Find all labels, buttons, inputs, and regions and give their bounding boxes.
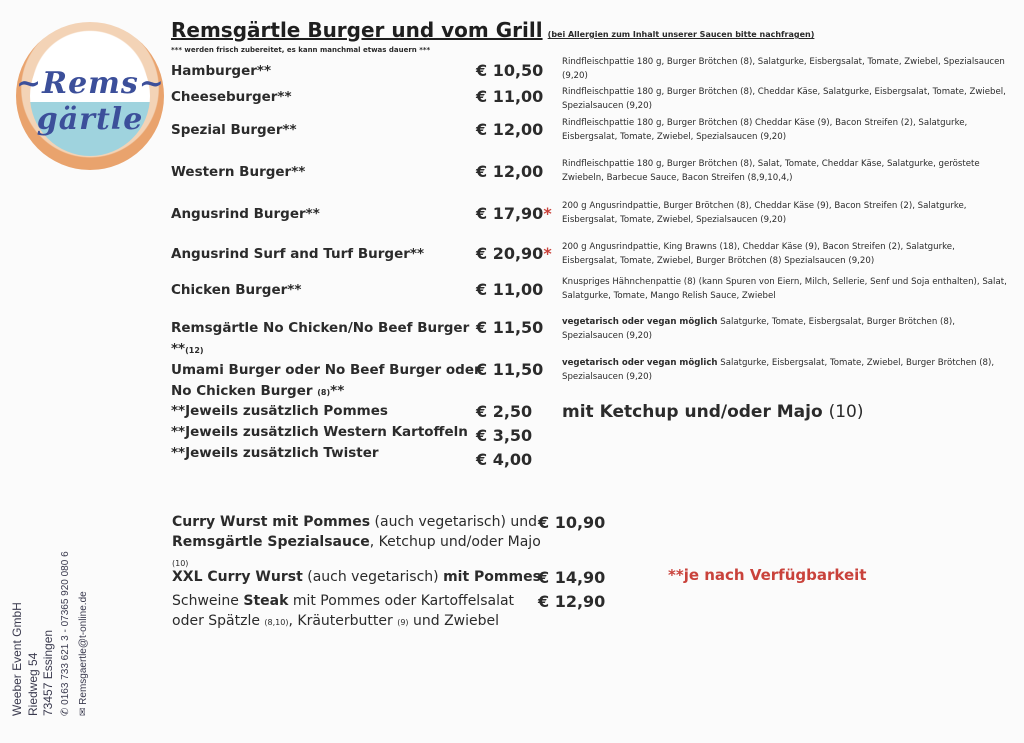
burger-description: Rindfleischpattie 180 g, Burger Brötchen (8) Cheddar Käse (9), Bacon Streifen (2), Salatgurke, Eisbergsalat, Tomate, Zwiebel, Spezialsaucen (9,20) [562,118,968,142]
logo-line1: ~Rems~ [16,66,165,101]
grill-price: € 12,90 [538,592,606,611]
burger-description: 200 g Angusrindpattie, Burger Brötchen (8), Cheddar Käse (9), Bacon Streifen (2), Salatgurke, Eisbergsalat, Tomate, Zwiebel, Spezialsaucen (9,20) [562,201,967,225]
burger-price: € 12,00 [476,162,544,181]
street: Riedweg 54 [26,652,40,716]
menu-title-row [171,18,814,42]
burger-name-line1: Umami Burger oder No Beef Burger oder [171,362,481,378]
burger-description: Rindfleischpattie 180 g, Burger Brötchen (8), Cheddar Käse, Salatgurke, Eisbergsalat, Tomate, Zwiebel, Spezialsaucen (9,20) [562,87,1006,111]
burger-description: Rindfleischpattie 180 g, Burger Brötchen (8), Salat, Tomate, Cheddar Käse, Salatgurke, geröstete Zwiebeln, Barbecue Sauce, Bacon Streifen (8,9,10,4,) [562,159,980,183]
contact-stamp [0,0,100,743]
logo-line2: gärtle [36,102,144,137]
burger-name [171,360,481,403]
desc-text: Salatgurke, Eisbergsalat, Tomate, Zwiebel, Burger Brötchen (8), Spezialsaucen (9,20) [562,358,995,382]
burger-price: € 20,90* [476,244,552,263]
extra-price: € 2,50 [476,402,533,421]
burger-description: 200 g Angusrindpattie, King Brawns (18), Cheddar Käse (9), Bacon Streifen (2), Salatgurke, Eisbergsalat, Tomate, Zwiebel, Burger Brötchen (8) Spezialsaucen (9,20) [562,242,955,266]
burger-price: € 11,50 [476,360,544,379]
allergy-note: (bei Allergien zum Inhalt unserer Saucen bitte nachfragen) [547,30,815,39]
email-icon: ✉ [78,704,89,716]
allergen-code: (8) [317,388,331,397]
veg-note: vegetarisch oder vegan möglich [562,358,718,368]
burger-name-tail: ** [330,383,345,399]
city: 73457 Essingen [41,629,55,716]
burger-name: Spezial Burger** [171,122,297,138]
veg-note: vegetarisch oder vegan möglich [562,317,718,327]
extra-name: **Jeweils zusätzlich Western Kartoffeln [171,424,468,440]
burger-price: € 11,00 [476,87,544,106]
extra-name: **Jeweils zusätzlich Twister [171,445,379,461]
burger-name: Cheeseburger** [171,89,292,105]
burger-name: Angusrind Surf and Turf Burger** [171,246,424,262]
extra-name: **Jeweils zusätzlich Pommes [171,403,388,419]
burger-name [171,318,469,361]
grill-price: € 10,90 [538,513,606,532]
burger-description [562,356,1007,384]
burger-name: Chicken Burger** [171,282,302,298]
grill-item: Schweine Steak mit Pommes oder Kartoffelsalat oder Spätzle (8,10), Kräuterbutter (9) und Zwiebel [172,593,515,629]
availability-note: **je nach Verfügbarkeit [668,566,867,584]
phone: 0163 733 621 3 - 07365 920 080 6 [60,551,71,705]
extra-price: € 4,00 [476,450,533,469]
extras-sauce-note: mit Ketchup und/oder Majo (10) [562,402,864,422]
grill-item: XXL Curry Wurst (auch vegetarisch) mit Pommes [172,569,541,585]
burger-description: Rindfleischpattie 180 g, Burger Brötchen (8), Salatgurke, Eisbergsalat, Tomate, Zwiebel, Spezialsaucen (9,20) [562,57,1005,81]
burger-name-line1: Remsgärtle No Chicken/No Beef Burger [171,320,470,336]
grill-item: Curry Wurst mit Pommes (auch vegetarisch) und Remsgärtle Spezialsauce, Ketchup und/oder Majo (10) [172,514,541,568]
burger-price: € 12,00 [476,120,544,139]
burger-name: Hamburger** [171,63,272,79]
price-star: * [543,244,552,263]
menu-title: Remsgärtle Burger und vom Grill [171,18,543,42]
burger-name: Western Burger** [171,164,306,180]
price-star: * [543,204,552,223]
company-name: Weeber Event GmbH [10,602,24,716]
grill-price: € 14,90 [538,568,606,587]
allergen-code: (12) [185,346,204,355]
desc-text: Salatgurke, Tomate, Eisbergsalat, Burger Brötchen (8), Spezialsaucen (9,20) [562,317,955,341]
burger-description: Knuspriges Hähnchenpattie (8) (kann Spuren von Eiern, Milch, Sellerie, Senf und Soja enthalten), Salat, Salatgurke, Tomate, Mango Relish Sauce, Zwiebel [562,277,1007,301]
email-line [78,591,89,716]
extra-price: € 3,50 [476,426,533,445]
burger-price: € 17,90* [476,204,552,223]
phone-icon: ✆ [60,704,71,716]
burger-name: Angusrind Burger** [171,206,320,222]
phone-line [60,551,71,716]
burger-price: € 11,50 [476,318,544,337]
burger-price: € 11,00 [476,280,544,299]
burger-price: € 10,50 [476,61,544,80]
burger-description [562,315,1007,343]
burger-name-line2: No Chicken Burger [171,383,313,399]
fresh-note: *** werden frisch zubereitet, es kann manchmal etwas dauern *** [171,46,431,54]
burger-name-line2: ** [171,341,186,357]
email: Remsgaertle@t-online.de [78,591,89,705]
